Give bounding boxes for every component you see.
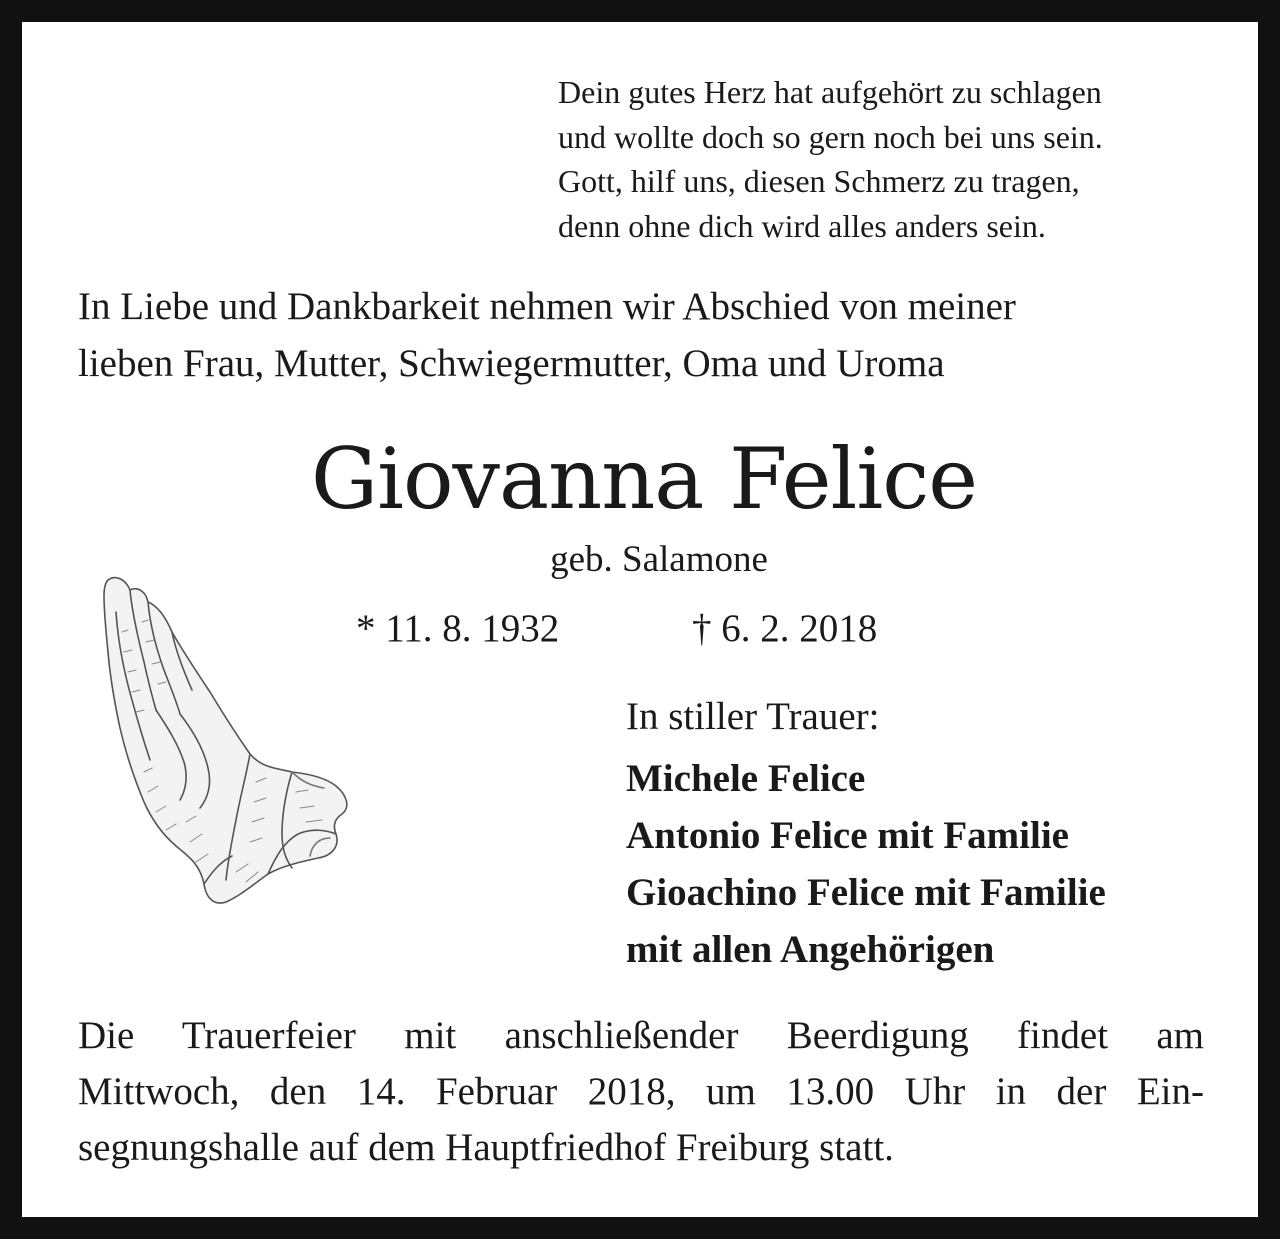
service-info: [78, 1008, 1204, 1176]
mourning-section: [626, 692, 1246, 978]
service-line: Die Trauerfeier mit anschließender Beerdigung findet am: [78, 1014, 1204, 1057]
birth-date: * 11. 8. 1932: [356, 607, 560, 650]
verse-line: Dein gutes Herz hat aufgehört zu schlagen: [558, 74, 1102, 110]
praying-hands-icon: [86, 572, 356, 912]
intro-line: lieben Frau, Mutter, Schwiegermutter, Oma und Uroma: [78, 342, 945, 385]
mourner-list: [626, 750, 1246, 978]
mourner: Antonio Felice mit Familie: [626, 814, 1069, 857]
maiden-name: geb. Salamone: [550, 539, 768, 580]
service-line: Mittwoch, den 14. Februar 2018, um 13.00 Uhr in der Ein-: [78, 1070, 1204, 1113]
verse-line: und wollte doch so gern noch bei uns sein.: [558, 118, 1103, 155]
death-date: † 6. 2. 2018: [692, 607, 878, 650]
mourner: Gioachino Felice mit Familie: [626, 871, 1106, 914]
mourning-lead: In stiller Trauer:: [626, 695, 880, 738]
mourner: Michele Felice: [626, 757, 866, 800]
verse-line: Gott, hilf uns, diesen Schmerz zu tragen,: [558, 163, 1080, 199]
intro-text: [78, 278, 1208, 392]
verse: [558, 70, 1248, 248]
mourner: mit allen Angehörigen: [626, 928, 995, 971]
deceased-name: Giovanna Felice: [311, 430, 977, 528]
obituary-notice: [22, 22, 1258, 1217]
service-line: segnungshalle auf dem Hauptfriedhof Freiburg statt.: [78, 1126, 894, 1169]
intro-line: In Liebe und Dankbarkeit nehmen wir Abschied von meiner: [78, 285, 1016, 328]
verse-line: denn ohne dich wird alles anders sein.: [558, 207, 1046, 244]
